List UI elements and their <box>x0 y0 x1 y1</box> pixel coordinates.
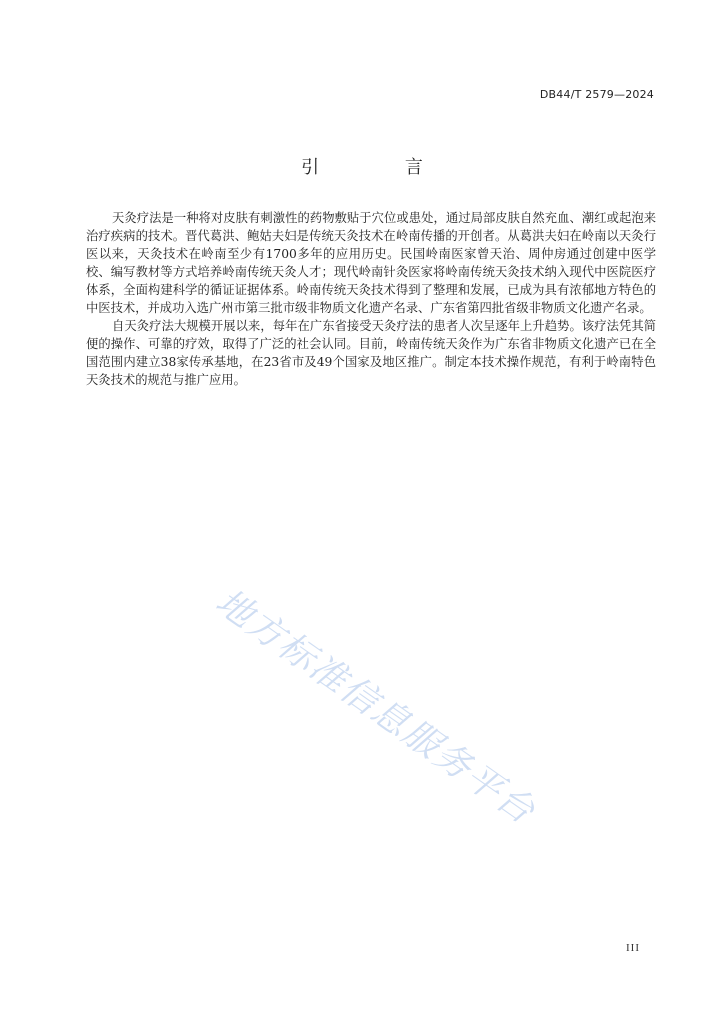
page-number: III <box>626 942 640 954</box>
paragraph: 自天灸疗法大规模开展以来，每年在广东省接受天灸疗法的患者人次呈逐年上升趋势。该疗法凭其简便的操作、可靠的疗效，取得了广泛的社会认同。目前，岭南传统天灸作为广东省非物质文化遗产已在全国范围内建立38家传承基地，在23省市及49个国家及地区推广。制定本技术操作规范，有利于岭南特色天灸技术的规范与推广应用。 <box>86 319 656 387</box>
paragraph: 天灸疗法是一种将对皮肤有刺激性的药物敷贴于穴位或患处，通过局部皮肤自然充血、潮红或起泡来治疗疾病的技术。晋代葛洪、鲍姑夫妇是传统天灸技术在岭南传播的开创者。从葛洪夫妇在岭南以天灸行医以来，天灸技术在岭南至少有1700多年的应用历史。民国岭南医家曾天治、周仲房通过创建中医学校、编写教材等方式培养岭南传统天灸人才；现代岭南针灸医家将岭南传统天灸技术纳入现代中医院医疗体系，全面构建科学的循证证据体系。岭南传统天灸技术得到了整理和发展，已成为具有浓郁地方特色的中医技术，并成功入选广州市第三批市级非物质文化遗产名录、广东省第四批省级非物质文化遗产名录。 <box>86 211 656 315</box>
standard-code: DB44/T 2579—2024 <box>539 88 654 101</box>
watermark: 地方标准信息服务平台 <box>208 581 543 833</box>
section-title: 引 言 <box>301 157 463 178</box>
body-text <box>86 209 656 389</box>
